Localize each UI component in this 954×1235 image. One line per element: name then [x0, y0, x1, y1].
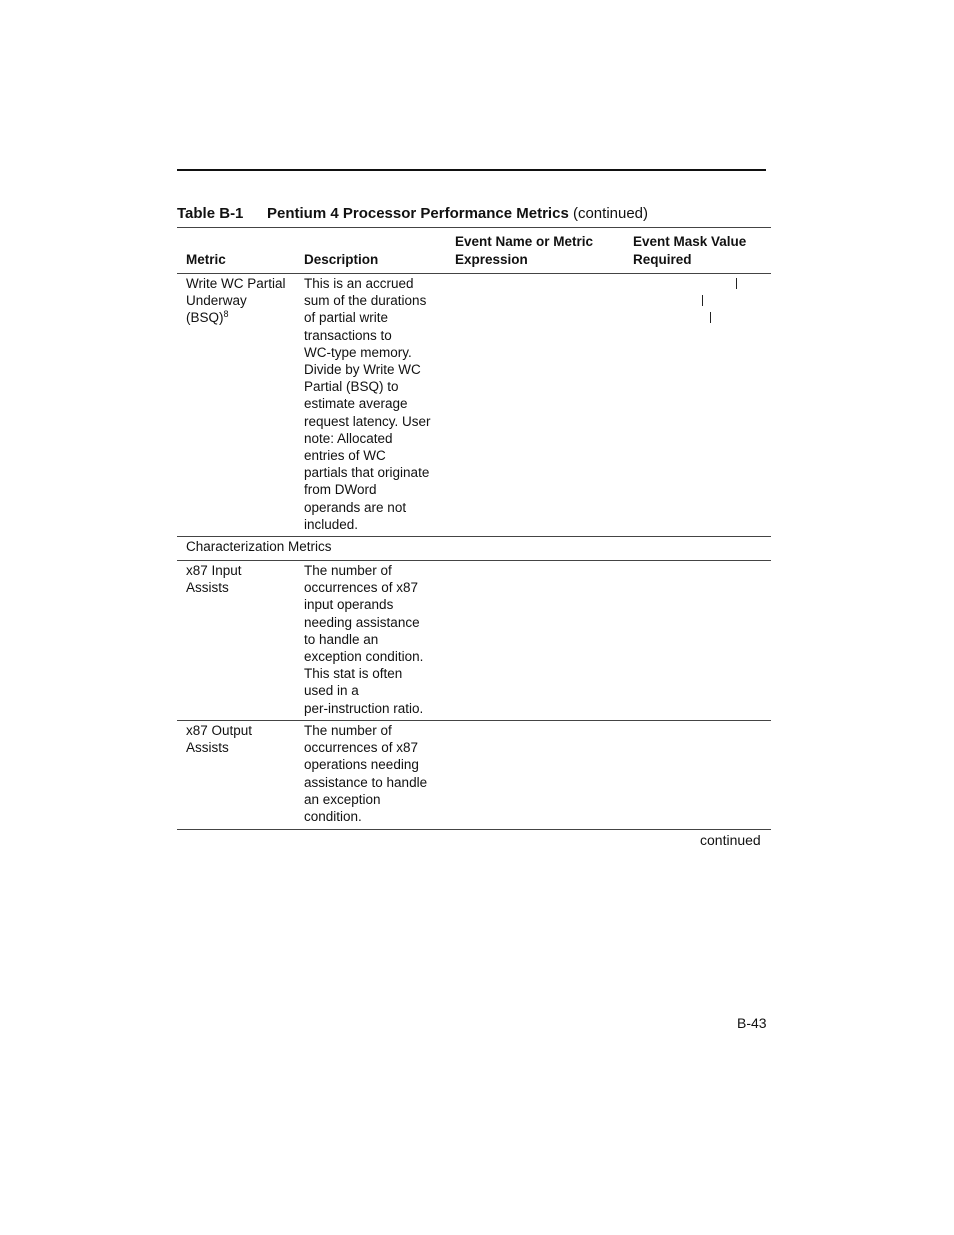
- description-line: assistance to handle: [304, 774, 428, 790]
- description-line: transactions to: [304, 327, 392, 343]
- description-line: input operands: [304, 597, 394, 613]
- description-line: included.: [304, 516, 359, 532]
- metric-line: x87 Input: [186, 563, 242, 578]
- description-line: request latency. User: [304, 413, 431, 429]
- description-line: to handle an: [304, 631, 379, 647]
- description-line: operands are not: [304, 499, 407, 515]
- description-line: condition.: [304, 809, 362, 825]
- description-line: The number of: [304, 563, 392, 578]
- row-x87-output-description: [304, 722, 444, 825]
- metric-line: [186, 309, 296, 326]
- metric-line: Assists: [186, 580, 229, 596]
- header-bottom-rule: [177, 273, 771, 274]
- header-mask-line: Event Mask Value: [633, 234, 747, 249]
- description-line: This stat is often: [304, 666, 403, 682]
- change-bar: [710, 312, 711, 323]
- description-line: per-instruction ratio.: [304, 700, 424, 716]
- change-bar: [702, 295, 703, 306]
- row-x87-output-metric: [186, 722, 296, 756]
- header-metric: Metric: [186, 252, 226, 267]
- row-x87-input-description: [304, 562, 444, 717]
- header-event-mask: [633, 233, 768, 269]
- description-line: used in a: [304, 683, 359, 699]
- description-line: Partial (BSQ) to: [304, 379, 399, 395]
- description-line: partials that originate: [304, 465, 430, 481]
- description-line: Divide by Write WC: [304, 362, 421, 378]
- section-label: Characterization Metrics: [186, 539, 332, 554]
- header-event-line: Event Name or Metric: [455, 234, 594, 249]
- table-caption-suffix: (continued): [572, 205, 649, 222]
- table-number: Table B-1: [177, 205, 244, 222]
- page-number: B-43: [737, 1015, 767, 1031]
- metric-line: Assists: [186, 740, 229, 756]
- description-line: This is an accrued: [304, 276, 414, 291]
- description-line: of partial write: [304, 310, 389, 326]
- description-line: entries of WC: [304, 448, 386, 464]
- row-divider: [177, 560, 771, 561]
- header-mask-line: Required: [633, 252, 692, 267]
- header-event-name: [455, 233, 625, 269]
- footnote-marker: 8: [223, 309, 229, 320]
- metric-line: x87 Output: [186, 723, 253, 738]
- row-divider: [177, 720, 771, 721]
- row-write-wc-metric: [186, 275, 296, 327]
- table-top-rule: [177, 227, 771, 228]
- description-line: needing assistance: [304, 614, 420, 630]
- continued-note: continued: [700, 832, 761, 848]
- description-line: exception condition.: [304, 649, 424, 665]
- description-line: estimate average: [304, 396, 408, 412]
- description-line: occurrences of x87: [304, 580, 419, 596]
- table-title: Pentium 4 Processor Performance Metrics: [267, 205, 569, 222]
- metric-line-text: (BSQ): [186, 310, 224, 326]
- header-event-line: Expression: [455, 252, 528, 267]
- header-description: Description: [304, 252, 379, 267]
- metric-line: Write WC Partial: [186, 276, 286, 291]
- row-divider: [177, 536, 771, 537]
- description-line: operations needing: [304, 757, 419, 773]
- description-line: an exception: [304, 791, 381, 807]
- metric-line: Underway: [186, 293, 247, 309]
- description-line: from DWord: [304, 482, 377, 498]
- table-caption: [177, 205, 648, 222]
- change-bar: [736, 278, 737, 289]
- description-line: The number of: [304, 723, 392, 738]
- description-line: sum of the durations: [304, 293, 427, 309]
- table-bottom-rule: [177, 829, 771, 830]
- row-write-wc-description: [304, 275, 444, 533]
- page-top-rule: [177, 169, 766, 171]
- description-line: WC-type memory.: [304, 344, 412, 360]
- description-line: occurrences of x87: [304, 740, 419, 756]
- description-line: note: Allocated: [304, 430, 393, 446]
- row-x87-input-metric: [186, 562, 296, 596]
